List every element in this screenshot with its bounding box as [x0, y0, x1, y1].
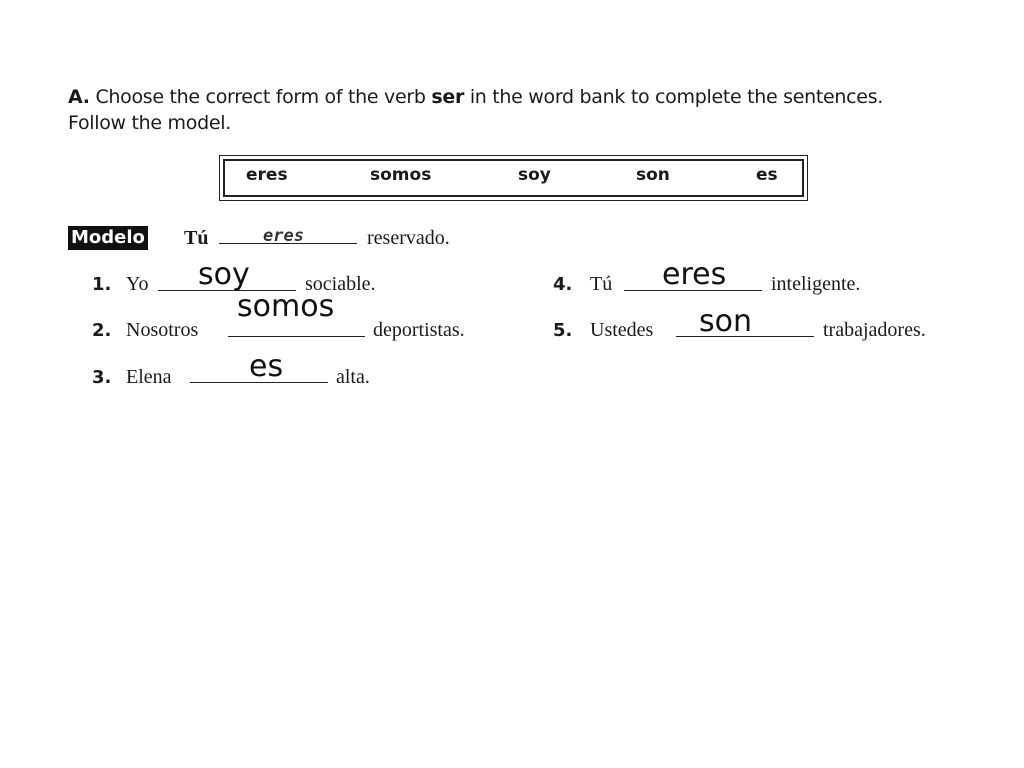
word-bank-item: soy — [518, 165, 551, 185]
item-number: 3. — [92, 367, 112, 388]
word-bank — [219, 155, 808, 201]
item-number: 1. — [92, 274, 112, 295]
item-subject: Yo — [126, 273, 149, 295]
word-bank-item: es — [756, 165, 778, 185]
word-bank-item: son — [636, 165, 670, 185]
item-subject: Tú — [590, 273, 613, 295]
item-number: 5. — [553, 320, 573, 341]
instructions-text-after: in the word bank to complete the sentences. — [469, 86, 884, 108]
answer-text: son — [699, 304, 752, 339]
modelo-ending: reservado. — [367, 227, 450, 249]
answer-text: es — [249, 349, 284, 384]
answer-text: eres — [662, 257, 727, 292]
word-bank-inner-border — [223, 159, 804, 197]
exercise-letter: A. — [68, 86, 90, 108]
instructions-line-2: Follow the model. — [68, 112, 231, 134]
item-ending: inteligente. — [771, 273, 861, 295]
item-number: 4. — [553, 274, 573, 295]
word-bank-item: somos — [370, 165, 432, 185]
item-ending: deportistas. — [373, 319, 465, 341]
item-number: 2. — [92, 320, 112, 341]
instructions-verb: ser — [431, 86, 465, 108]
item-subject: Elena — [126, 366, 172, 388]
instructions-line-1 — [68, 86, 883, 108]
modelo-answer: eres — [263, 226, 304, 246]
item-subject: Ustedes — [590, 319, 654, 341]
item-subject: Nosotros — [126, 319, 199, 341]
item-ending: sociable. — [305, 273, 376, 295]
item-ending: alta. — [336, 366, 370, 388]
modelo-subject: Tú — [184, 227, 209, 249]
word-bank-item: eres — [246, 165, 288, 185]
answer-text: soy — [198, 257, 250, 292]
answer-text: somos — [237, 289, 335, 324]
instructions-text-before: Choose the correct form of the verb — [95, 86, 426, 108]
item-ending: trabajadores. — [823, 319, 926, 341]
answer-blank-line[interactable] — [228, 336, 365, 337]
modelo-label: Modelo — [68, 226, 148, 250]
